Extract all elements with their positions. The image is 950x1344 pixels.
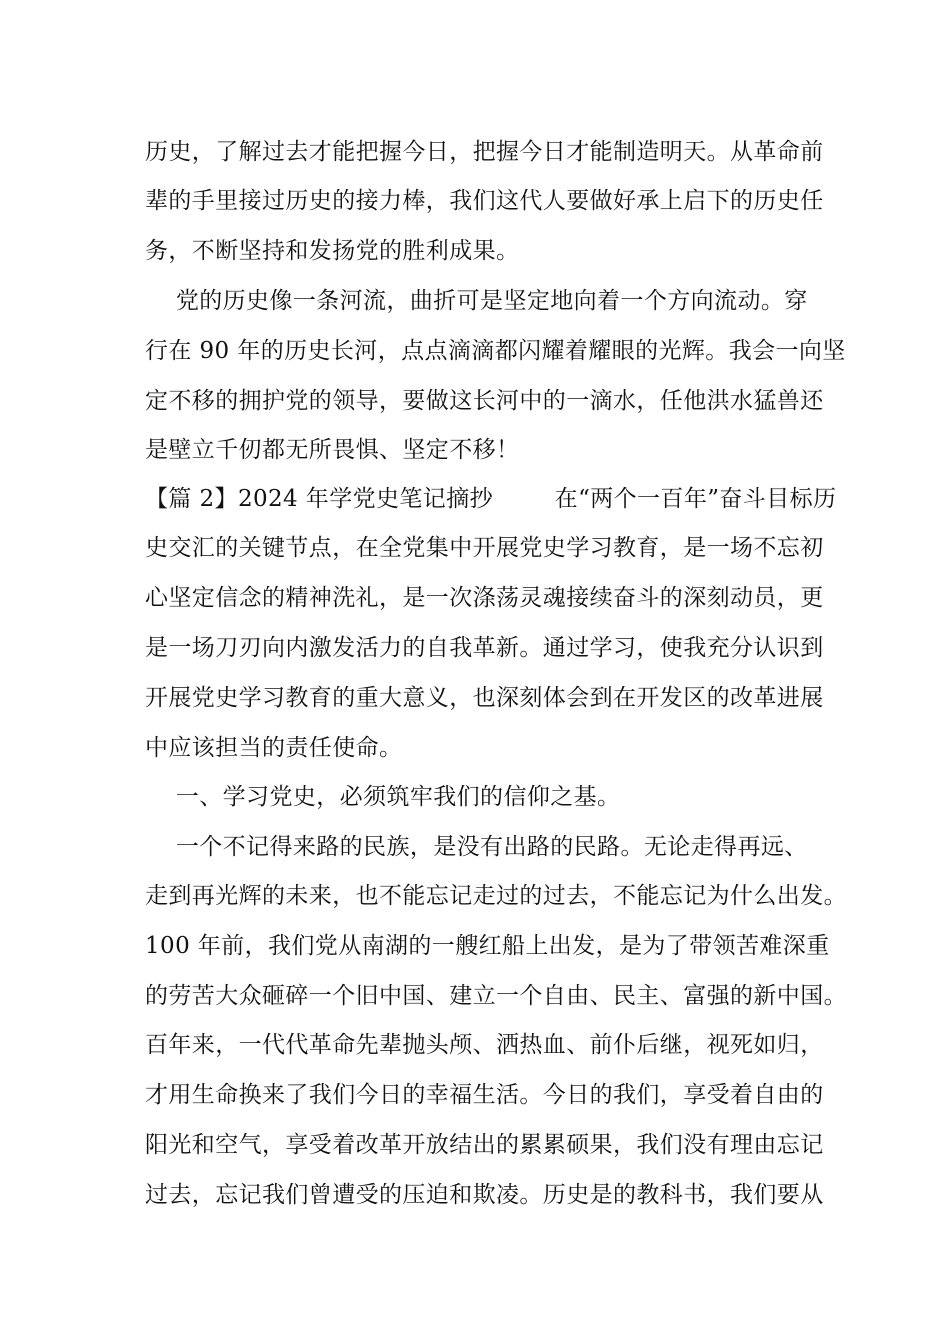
text-line: 一个不记得来路的民族，是没有出路的民路。无论走得再远、 [145, 834, 808, 860]
text-line: 中应该担当的责任使命。 [145, 735, 403, 761]
text-line: 阳光和空气，享受着改革开放结出的累累硕果，我们没有理由忘记 [145, 1132, 824, 1158]
text-line: 走到再光辉的未来，也不能忘记走过的过去，不能忘记为什么出发。 [145, 883, 847, 909]
text-line: 是一场刀刃向内激发活力的自我革新。通过学习，使我充分认识到 [145, 635, 824, 661]
text-line: 是壁立千仞都无所畏惧、坚定不移！ [145, 437, 520, 463]
text-line: 党的历史像一条河流，曲折可是坚定地向着一个方向流动。穿 [145, 288, 808, 314]
subheading-line: 一、学习党史，必须筑牢我们的信仰之基。 [145, 784, 621, 810]
text-line: 开展党史学习教育的重大意义，也深刻体会到在开发区的改革进展 [145, 685, 824, 711]
text-line: 史交汇的关键节点，在全党集中开展党史学习教育，是一场不忘初 [145, 535, 824, 561]
text-line: 100 年前，我们党从南湖的一艘红船上出发，是为了带领苦难深重 [145, 933, 830, 959]
text-line: 才用生命换来了我们今日的幸福生活。今日的我们，享受着自由的 [145, 1082, 824, 1108]
section-heading-line: 【篇 2】2024 年学党史笔记摘抄 在“两个一百年”奋斗目标历 [145, 486, 837, 512]
text-line: 过去，忘记我们曾遭受的压迫和欺凌。历史是的教科书，我们要从 [145, 1182, 824, 1208]
text-line: 百年来，一代代革命先辈抛头颅、洒热血、前仆后继，视死如归， [145, 1032, 824, 1058]
text-line: 心坚定信念的精神洗礼，是一次涤荡灵魂接续奋斗的深刻动员，更 [145, 585, 824, 611]
text-line: 的劳苦大众砸碎一个旧中国、建立一个自由、民主、富强的新中国。 [145, 983, 847, 1009]
text-line: 定不移的拥护党的领导，要做这长河中的一滴水，任他洪水猛兽还 [145, 388, 824, 414]
text-line: 历史，了解过去才能把握今日，把握今日才能制造明天。从革命前 [145, 139, 824, 165]
text-line: 辈的手里接过历史的接力棒，我们这代人要做好承上启下的历史任 [145, 188, 824, 214]
text-line: 行在 90 年的历史长河，点点滴滴都闪耀着耀眼的光辉。我会一向坚 [145, 338, 846, 364]
text-line: 务，不断坚持和发扬党的胜利成果。 [145, 238, 520, 264]
